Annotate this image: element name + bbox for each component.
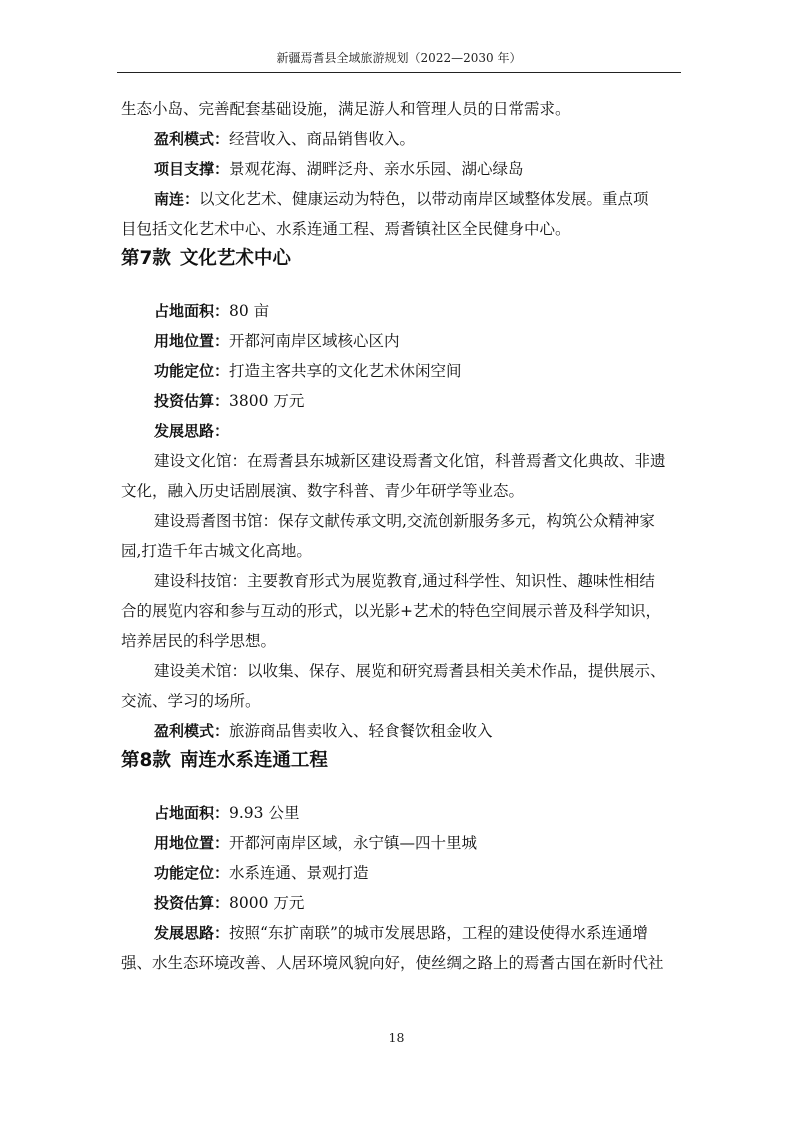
label: 占地面积： — [154, 804, 230, 822]
label: 盈利模式： — [154, 722, 230, 740]
s8-location — [121, 828, 683, 858]
section-8-heading — [121, 746, 683, 776]
intro-profit — [121, 124, 683, 154]
s7-para-3-cont: 合的展览内容和参与互动的形式，以光影+艺术的特色空间展示普及科学知识， — [121, 602, 661, 620]
label: 项目支撑： — [154, 160, 230, 178]
s8-ideas — [121, 918, 683, 948]
s7-profit — [121, 716, 683, 746]
text: 经营收入、商品销售收入。 — [229, 130, 416, 148]
value: 水系连通、景观打造 — [229, 864, 369, 882]
label: 用地位置： — [154, 332, 230, 350]
value: 9.93 公里 — [229, 804, 300, 822]
value: 开都河南岸区域，永宁镇—四十里城 — [229, 834, 478, 852]
s7-para-1: 建设文化馆：在焉耆县东城新区建设焉耆文化馆，科普焉耆文化典故、非遗 — [154, 452, 666, 470]
page-number: 18 — [388, 1030, 405, 1045]
section-7-heading — [121, 244, 683, 274]
value: 打造主客共享的文化艺术休闲空间 — [229, 362, 462, 380]
text: 景观花海、湖畔泛舟、亲水乐园、湖心绿岛 — [229, 160, 524, 178]
s7-para-2: 建设焉耆图书馆：保存文献传承文明,交流创新服务多元，构筑公众精神家 — [154, 512, 655, 530]
intro-nanlian — [121, 184, 683, 214]
label: 功能定位： — [154, 362, 230, 380]
intro-support — [121, 154, 683, 184]
header-rule — [117, 72, 681, 73]
section-number: 第8款 — [121, 750, 171, 771]
value: 80 亩 — [229, 302, 270, 320]
s7-location — [121, 326, 683, 356]
label: 占地面积： — [154, 302, 230, 320]
text: 按照“东扩南联”的城市发展思路，工程的建设使得水系连通增 — [229, 924, 648, 942]
label: 投资估算： — [154, 894, 230, 912]
intro-nanlian-cont: 目包括文化艺术中心、水系连通工程、焉耆镇社区全民健身中心。 — [121, 220, 571, 238]
s8-investment — [121, 888, 683, 918]
label: 盈利模式： — [154, 130, 230, 148]
value: 8000 万元 — [229, 894, 305, 912]
s7-para-3: 建设科技馆：主要教育形式为展览教育,通过科学性、知识性、趣味性相结 — [154, 572, 655, 590]
s7-para-4-cont: 交流、学习的场所。 — [121, 692, 261, 710]
s7-para-2-cont: 园,打造千年古城文化高地。 — [121, 542, 312, 560]
running-header: 新疆焉耆县全域旅游规划（2022—2030 年） — [276, 51, 522, 65]
s7-function — [121, 356, 683, 386]
intro-line: 生态小岛、完善配套基础设施，满足游人和管理人员的日常需求。 — [121, 100, 571, 118]
label: 投资估算： — [154, 392, 230, 410]
s8-ideas-cont: 强、水生态环境改善、人居环境风貌向好，使丝绸之路上的焉耆古国在新时代社 — [121, 954, 664, 972]
label: 南连： — [154, 190, 200, 208]
value: 开都河南岸区域核心区内 — [229, 332, 400, 350]
text: 以文化艺术、健康运动为特色，以带动南岸区域整体发展。重点项 — [199, 190, 649, 208]
label: 功能定位： — [154, 864, 230, 882]
s8-area — [121, 798, 683, 828]
section-title: 文化艺术中心 — [179, 248, 291, 269]
text: 旅游商品售卖收入、轻食餐饮租金收入 — [229, 722, 493, 740]
s7-ideas-label — [121, 416, 683, 446]
label: 发展思路： — [154, 422, 230, 440]
label: 用地位置： — [154, 834, 230, 852]
label: 发展思路： — [154, 924, 230, 942]
s7-para-3-cont2: 培养居民的科学思想。 — [121, 632, 277, 650]
s7-area — [121, 296, 683, 326]
s7-para-1-cont: 文化，融入历史话剧展演、数字科普、青少年研学等业态。 — [121, 482, 525, 500]
page-body — [121, 94, 683, 978]
s7-para-4: 建设美术馆：以收集、保存、展览和研究焉耆县相关美术作品，提供展示、 — [154, 662, 666, 680]
section-title: 南连水系连通工程 — [179, 750, 328, 771]
s7-investment — [121, 386, 683, 416]
value: 3800 万元 — [229, 392, 305, 410]
section-number: 第7款 — [121, 248, 171, 269]
s8-function — [121, 858, 683, 888]
